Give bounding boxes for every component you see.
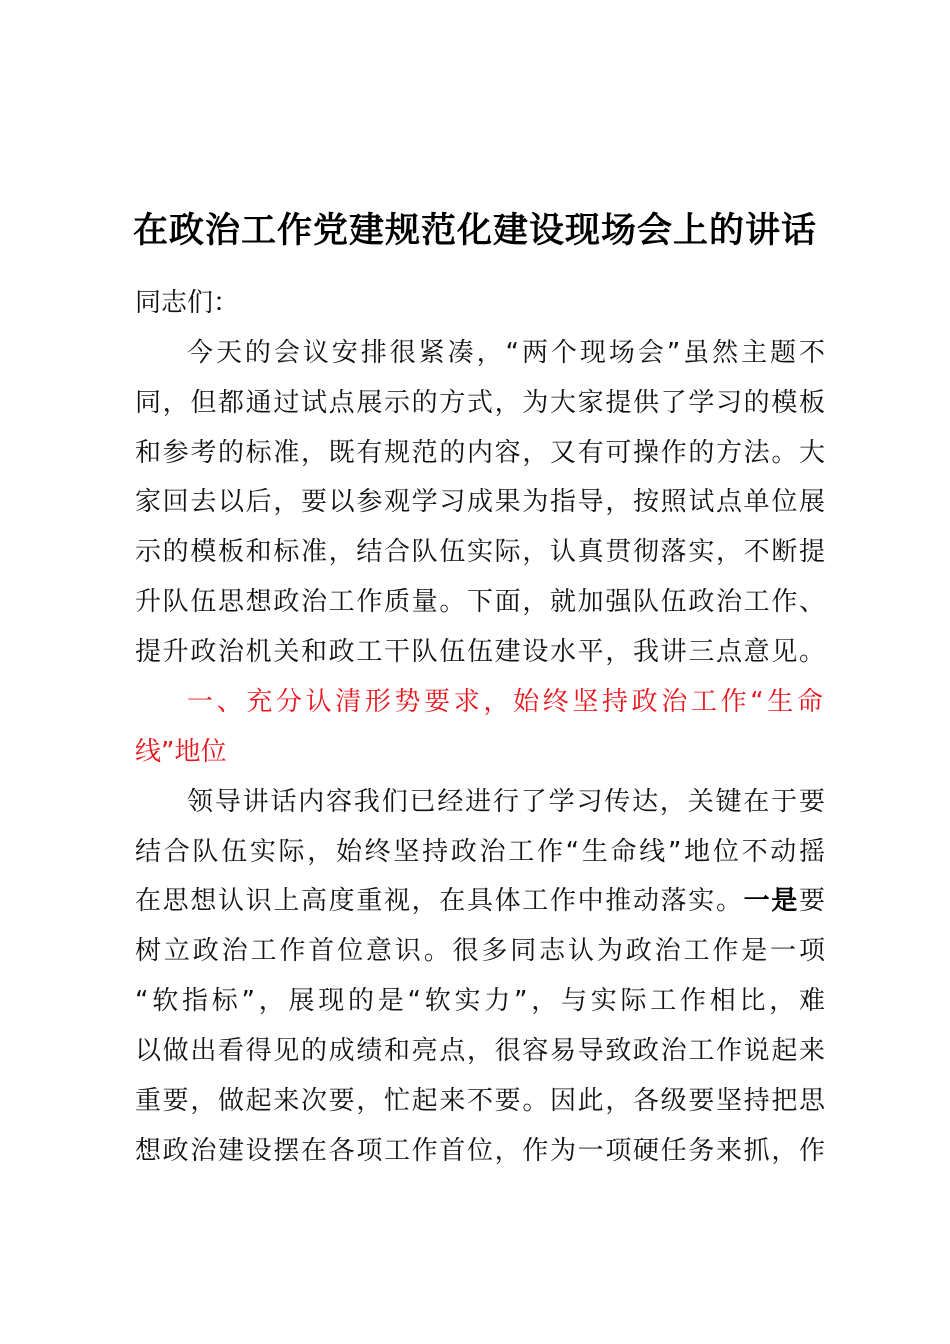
paragraph-line: 结合队伍实际，始终坚持政治工作“生命线”地位不动摇 (135, 837, 825, 867)
paragraph-line: 想政治建设摆在各项工作首位，作为一项硬任务来抓，作 (135, 1136, 825, 1166)
paragraph-line (135, 881, 825, 921)
paragraph-line: 以做出看得见的成绩和亮点，很容易导致政治工作说起来 (135, 1036, 825, 1066)
paragraph-line: 示的模板和标准，结合队伍实际，认真贯彻落实，不断提 (135, 537, 825, 567)
paragraph-line: 树立政治工作首位意识。很多同志认为政治工作是一项 (135, 936, 825, 966)
paragraph-line: 升队伍思想政治工作质量。下面，就加强队伍政治工作、 (135, 587, 825, 617)
document-title: 在政治工作党建规范化建设现场会上的讲话 (132, 211, 817, 251)
salutation: 同志们： (135, 288, 240, 318)
emphasis-text: 一是 (743, 886, 799, 916)
paragraph-line: 今天的会议安排很紧凑，“两个现场会”虽然主题不 (187, 338, 825, 368)
paragraph-text: 要 (798, 886, 825, 916)
paragraph-line: 家回去以后，要以参观学习成果为指导，按照试点单位展 (135, 487, 825, 517)
paragraph-text: 在思想认识上高度重视，在具体工作中推动落实。 (135, 886, 744, 916)
paragraph-line: 重要，做起来次要，忙起来不要。因此，各级要坚持把思 (135, 1086, 825, 1116)
paragraph-line: 同，但都通过试点展示的方式，为大家提供了学习的模板 (135, 388, 825, 418)
paragraph-line: “软指标”，展现的是“软实力”，与实际工作相比，难 (135, 986, 825, 1016)
paragraph-line: 提升政治机关和政工干队伍伍建设水平，我讲三点意见。 (135, 637, 825, 667)
paragraph-line: 领导讲话内容我们已经进行了学习传达，关键在于要 (187, 787, 825, 817)
paragraph-line: 和参考的标准，既有规范的内容，又有可操作的方法。大 (135, 438, 825, 468)
section-heading-line: 一、充分认清形势要求，始终坚持政治工作“生命 (187, 687, 825, 717)
section-heading-line: 线”地位 (135, 737, 227, 767)
